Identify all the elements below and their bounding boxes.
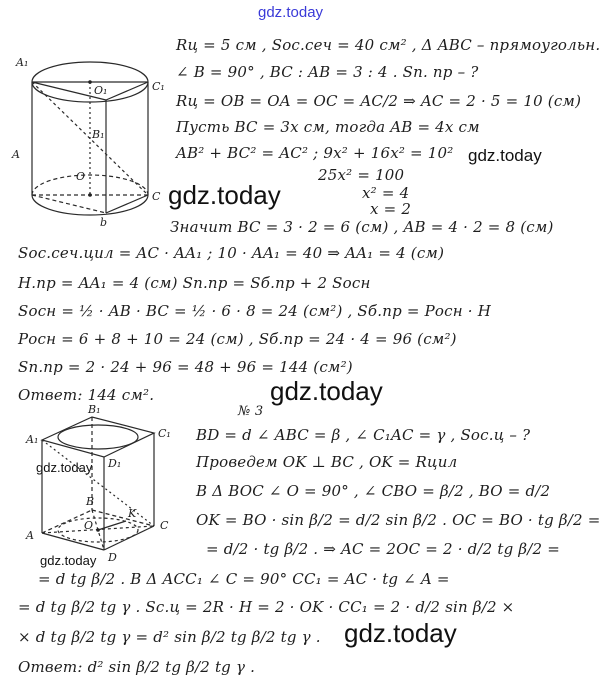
problem2-line: × d tg β/2 tg γ = d² sin β/2 tg β/2 tg γ . [18,628,321,646]
label-d: D [108,551,117,564]
problem2-line: = d/2 · tg β/2 . ⇒ AC = 2OC = 2 · d/2 tg β/2 = [206,540,561,558]
label-a1: A₁ [26,433,39,446]
label-o: O [84,519,94,532]
label-c: C [152,190,161,203]
watermark: gdz.today [168,180,281,210]
watermark-top: gdz.today [258,4,324,21]
problem1-line: Sп.пр = 2 · 24 + 96 = 48 + 96 = 144 (см²) [18,358,353,376]
watermark: gdz.today [270,376,383,406]
watermark: gdz.today [40,553,97,568]
label-a: A [26,529,34,542]
label-o1: O₁ [94,84,108,97]
label-c: C [160,519,169,532]
cylinder-prism-figure [10,50,170,230]
problem1-line: 25x² = 100 [318,166,405,184]
problem2-line: = d tg β/2 tg γ . Sс.ц = 2R · H = 2 · OK · CC₁ = 2 · d/2 sin β/2 × [18,598,515,616]
problem1-answer: Ответ: 144 см². [18,386,155,404]
label-k: K [128,507,137,520]
problem1-line: Rц = OB = OA = OC = AC/2 ⇒ AC = 2 · 5 = 10 (см) [176,92,582,110]
problem1-line: Пусть BC = 3x см, тогда AB = 4x см [176,118,480,136]
problem1-line: ∠ B = 90° , BC : AB = 3 : 4 . Sп. пр – ? [176,63,479,81]
label-d1: D₁ [108,457,122,470]
label-c1: C₁ [152,80,165,93]
problem2-line: Проведем OK ⊥ BC , OK = Rцил [196,453,458,471]
problem1-line: Sос.сеч.цил = AC · AA₁ ; 10 · AA₁ = 40 ⇒ AA₁ = 4 (см) [18,244,445,262]
label-o: O [76,170,86,183]
problem1-line: H.пр = AA₁ = 4 (см) Sп.пр = Sб.пр + 2 Sосн [18,274,371,292]
problem2-line: BD = d ∠ ABC = β , ∠ C₁AC = γ , Sос.ц – ? [196,426,531,444]
label-b: b [100,216,108,229]
watermark: gdz.today [344,618,457,648]
problem2-line: = d tg β/2 . В Δ ACC₁ ∠ C = 90° CC₁ = AC · tg ∠ A = [38,570,450,588]
watermark: gdz.today [468,146,542,165]
problem1-line: x = 2 [370,200,412,218]
problem2-number: № 3 [238,404,264,419]
label-b: B [86,495,95,508]
problem2-line: OK = BO · sin β/2 = d/2 sin β/2 . OC = BO · tg β/2 = [196,511,600,529]
rhombic-prism-figure [22,405,182,565]
label-b1: B₁ [92,128,105,141]
label-c1: C₁ [158,427,171,440]
watermark: gdz.today [36,460,93,475]
problem1-line: Значит BC = 3 · 2 = 6 (см) , AB = 4 · 2 = 8 (см) [170,218,554,236]
problem1-line: x² = 4 [362,184,410,202]
problem1-line: Sосн = ½ · AB · BC = ½ · 6 · 8 = 24 (см²) , Sб.пр = Pосн · H [18,302,491,320]
problem1-line: Rц = 5 см , Sос.сеч = 40 см² , Δ ABC – прямоугольн. [176,36,600,54]
label-a: A [12,148,20,161]
problem1-line: AB² + BC² = AC² ; 9x² + 16x² = 10² [176,144,454,162]
label-a1: A₁ [16,56,29,69]
label-b1: B₁ [88,405,101,416]
problem2-line: В Δ BOC ∠ O = 90° , ∠ CBO = β/2 , BO = d/2 [196,482,551,500]
problem2-answer: Ответ: d² sin β/2 tg β/2 tg γ . [18,658,256,676]
problem1-line: Pосн = 6 + 8 + 10 = 24 (см) , Sб.пр = 24 · 4 = 96 (см²) [18,330,457,348]
